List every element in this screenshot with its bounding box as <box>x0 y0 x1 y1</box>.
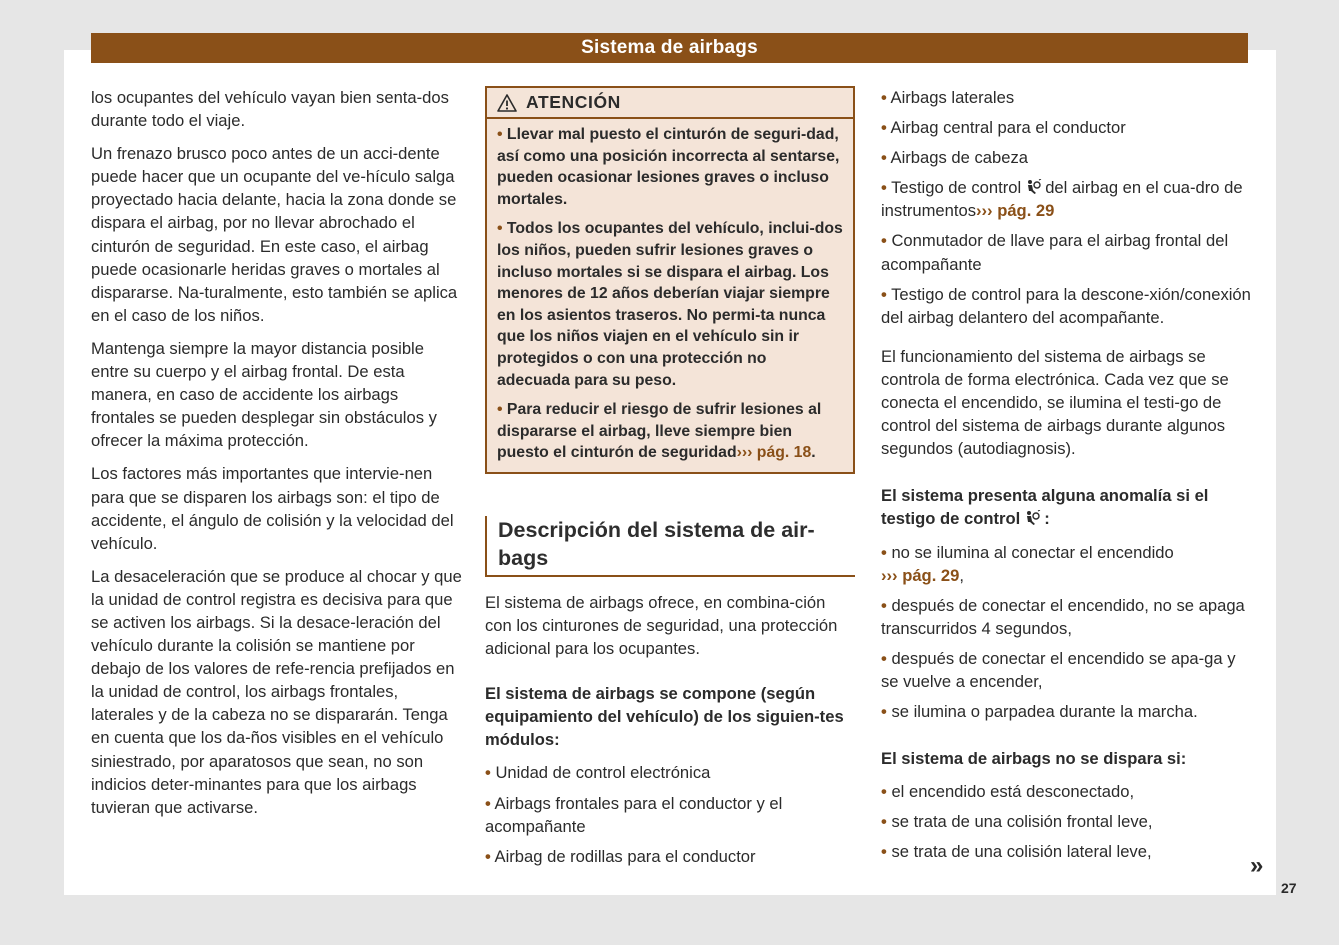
bullet-icon: • <box>485 846 491 866</box>
bullet-icon: • <box>485 793 491 813</box>
list-item <box>485 845 855 868</box>
no-deploy-heading: El sistema de airbags no se dispara si: <box>881 749 1187 769</box>
list-item <box>881 810 1253 833</box>
list-item <box>485 792 855 838</box>
bullet-icon: • <box>497 126 503 143</box>
page-reference-link[interactable]: ››› pág. 18 <box>736 444 812 462</box>
list-item <box>881 780 1253 803</box>
warning-triangle-icon <box>497 94 517 112</box>
list-item <box>881 229 1253 275</box>
list-item-text: el encendido está desconectado, <box>891 782 1135 802</box>
list-item-text: después de conectar el encendido, no se apaga transcurridos 4 segundos, <box>881 595 1245 638</box>
column-right <box>881 86 1253 871</box>
bullet-icon: • <box>881 648 887 668</box>
list-item-text: Airbags laterales <box>890 88 1015 107</box>
list-item <box>881 541 1253 587</box>
bullet-icon: • <box>881 148 887 168</box>
bullet-icon: • <box>881 88 887 107</box>
list-item <box>881 86 1253 109</box>
bullet-icon: • <box>497 220 503 238</box>
list-item-text: no se ilumina al conectar el encendido <box>891 542 1174 562</box>
bullet-icon: • <box>497 401 503 419</box>
paragraph: Mantenga siempre la mayor distancia posible entre su cuerpo y el airbag frontal. De esta manera, en caso de accidente los airbags frontales se pueden desplegar sin obstáculos y ofrecer la máxima protección. <box>91 338 437 451</box>
list-item-text: del airbag en el cua-dro de instrumentos <box>881 178 1243 221</box>
bullet-icon: • <box>881 702 887 722</box>
bullet-icon: • <box>881 542 887 562</box>
function-paragraph: El funcionamiento del sistema de airbags se controla de forma electrónica. Cada vez que se conecta el encendido, se ilumina el testi-go de control del sistema de airbags durante algunos segundos (autodiagnosis). <box>881 346 1229 459</box>
page-reference-link[interactable]: ››› pág. 29 <box>881 565 960 585</box>
warning-text: Llevar mal puesto el cinturón de seguri-dad, así como una posición incorrecta al sentarse, pueden ocasionar lesiones graves o incluso mortales. <box>497 126 840 208</box>
bullet-icon: • <box>881 284 887 304</box>
section-header: Sistema de airbags <box>91 33 1248 63</box>
warning-title: ATENCIÓN <box>526 92 621 112</box>
list-item-text: Testigo de control <box>891 178 1022 198</box>
intro-paragraph: El sistema de airbags ofrece, en combina-ción con los cinturones de seguridad, una protección adicional para los ocupantes. <box>485 592 838 659</box>
page-number: 27 <box>1281 880 1297 896</box>
list-item-text: Airbags de cabeza <box>890 148 1028 168</box>
list-item-text: Airbag central para el conductor <box>890 118 1126 138</box>
warning-item <box>487 119 853 210</box>
list-item <box>881 700 1253 723</box>
bullet-icon: • <box>881 782 887 802</box>
column-left <box>91 86 463 829</box>
column-middle <box>485 86 855 875</box>
punctuation: : <box>1044 509 1050 529</box>
continue-arrow-icon: » <box>1250 852 1264 879</box>
list-item-text: Testigo de control para la descone-xión/conexión del airbag delantero del acompañante. <box>881 284 1251 327</box>
list-item <box>881 176 1253 222</box>
list-item <box>881 647 1253 693</box>
paragraph: Un frenazo brusco poco antes de un acci-dente puede hacer que un ocupante del ve-hículo salga proyectado hacia delante, hacia la zona donde se dispara el airbag, por no llevar abrochado el cinturón de seguridad. En este caso, el airbag puede ocasionarle heridas graves o mortales al dispararse. Na-turalmente, esto también se aplica en el caso de los niños. <box>91 144 458 325</box>
bullet-icon: • <box>881 812 887 832</box>
section-title: Descripción del sistema de air-bags <box>485 516 855 577</box>
bullet-icon: • <box>485 763 491 783</box>
list-item <box>881 283 1253 329</box>
bullet-icon: • <box>881 118 887 138</box>
list-item-text: Conmutador de llave para el airbag frontal del acompañante <box>881 231 1229 274</box>
punctuation: , <box>959 565 964 585</box>
list-item-text: se trata de una colisión frontal leve, <box>891 812 1153 832</box>
page-reference-link[interactable]: ››› pág. 29 <box>976 201 1055 221</box>
list-item-text: Airbag de rodillas para el conductor <box>494 846 756 866</box>
airbag-warning-icon <box>1024 179 1042 196</box>
paragraph: Los factores más importantes que intervie-nen para que se disparen los airbags son: el tipo de accidente, el ángulo de colisión y la velocidad del vehículo. <box>91 464 454 553</box>
paragraph: los ocupantes del vehículo vayan bien senta-dos durante todo el viaje. <box>91 88 449 131</box>
list-item-text: se ilumina o parpadea durante la marcha. <box>891 702 1198 722</box>
punctuation: . <box>811 444 816 462</box>
list-item-text: se trata de una colisión lateral leve, <box>891 842 1152 862</box>
airbag-warning-icon <box>1023 510 1041 527</box>
warning-box <box>485 86 855 474</box>
warning-text: Para reducir el riesgo de sufrir lesiones al dispararse el airbag, lleve siempre bien puesto el cinturón de seguridad <box>497 401 822 462</box>
bullet-icon: • <box>881 842 887 862</box>
warning-item <box>487 394 853 469</box>
list-item-text: Unidad de control electrónica <box>495 763 711 783</box>
warning-item <box>487 213 853 391</box>
list-item <box>881 594 1253 640</box>
components-heading: El sistema de airbags se compone (según equipamiento del vehículo) de los siguien-tes módulos: <box>485 684 844 750</box>
warning-text: Todos los ocupantes del vehículo, inclui-dos los niños, pueden sufrir lesiones graves o incluso mortales si se dispara el airbag. Los menores de 12 años deberían viajar siempre en los asientos traseros. No permi-ta nunca que los niños viajen en el vehículo sin ir protegidos o con una protección no adecuada para su peso. <box>497 220 843 389</box>
anomaly-heading-text: El sistema presenta alguna anomalía si el testigo de control <box>881 486 1209 529</box>
warning-header <box>487 88 853 119</box>
list-item-text: después de conectar el encendido se apa-ga y se vuelve a encender, <box>881 648 1236 691</box>
list-item <box>881 116 1253 139</box>
list-item <box>881 146 1253 169</box>
paragraph: La desaceleración que se produce al chocar y que la unidad de control registra es decisiva para que se activen los airbags. Si la desace-leración del vehículo durante la colisión se mantiene por debajo de los valores de refe-rencia prefijados en la unidad de control, los airbags frontales, laterales y de la cabeza no se dispararán. Tenga en cuenta que los da-ños visibles en el vehículo siniestrado, por aparatosos que sean, no son indicios deter-minantes para que los airbags tuvieran que activarse. <box>91 566 462 817</box>
anomaly-heading <box>881 484 1253 530</box>
bullet-icon: • <box>881 231 887 251</box>
list-item <box>881 840 1253 863</box>
bullet-icon: • <box>881 595 887 615</box>
list-item <box>485 761 855 784</box>
list-item-text: Airbags frontales para el conductor y el acompañante <box>485 793 783 836</box>
bullet-icon: • <box>881 178 887 198</box>
